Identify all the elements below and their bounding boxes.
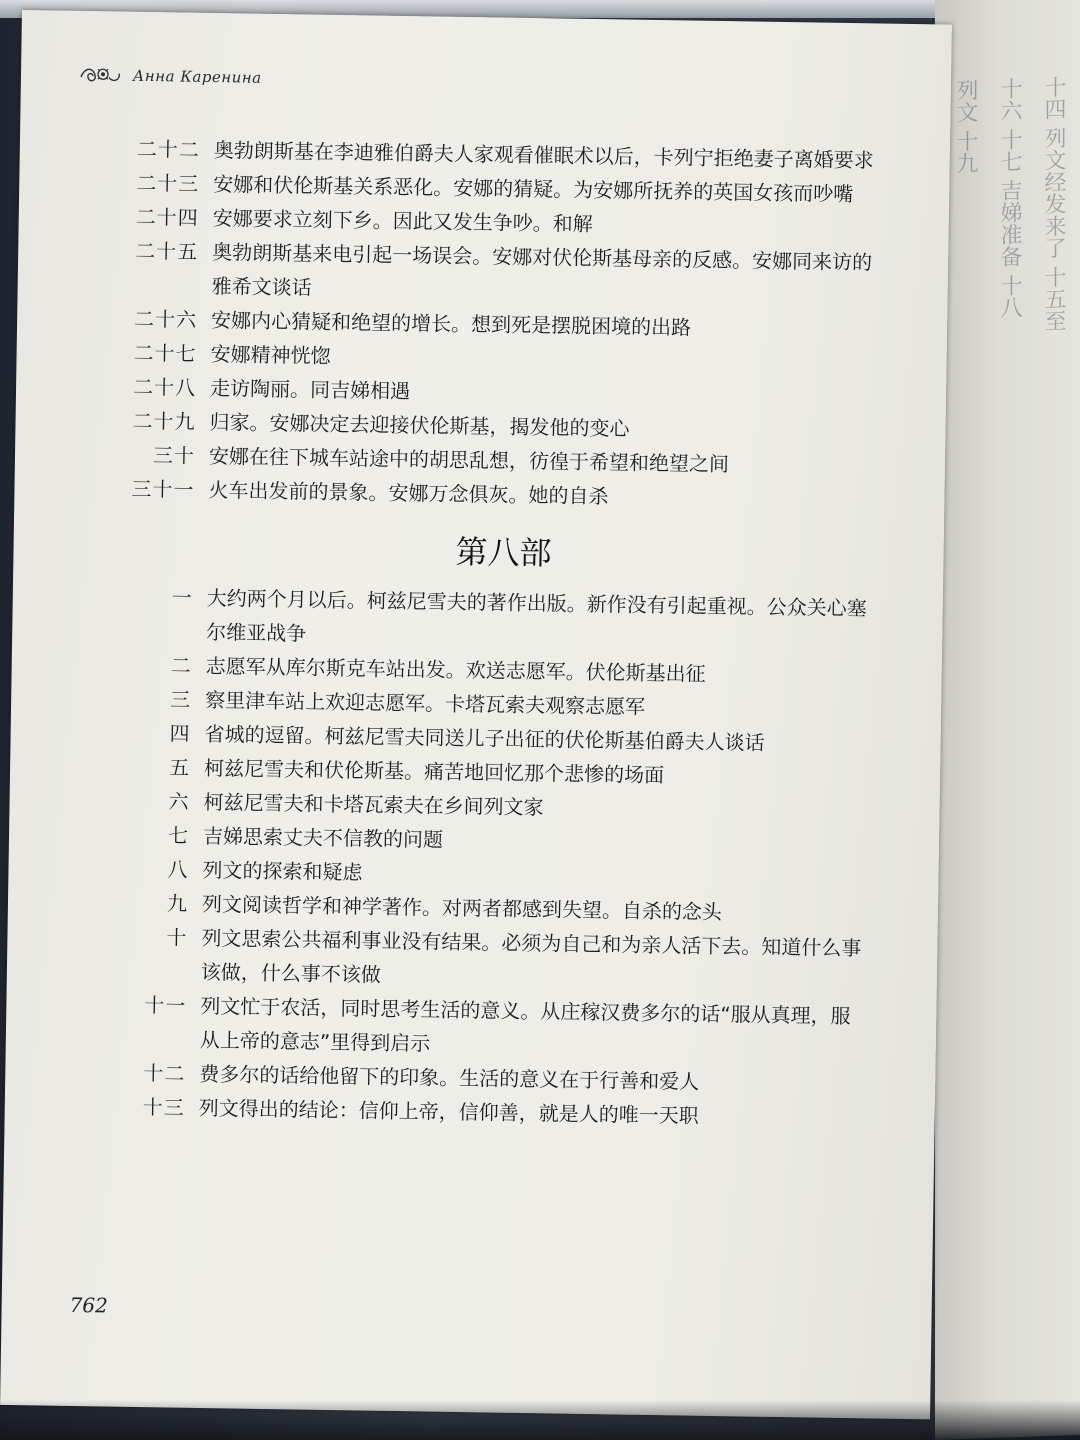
chapter-number: 十三 xyxy=(142,1095,185,1120)
chapter-number: 九 xyxy=(166,891,189,916)
chapter-summary: 火车出发前的景象。安娜万念俱灰。她的自杀 xyxy=(208,477,609,509)
chapter-summary: 列文得出的结论：信仰上帝，信仰善，就是人的唯一天职 xyxy=(198,1095,699,1128)
chapter-number: 六 xyxy=(168,789,190,814)
ornament-icon xyxy=(79,63,123,88)
toc-entry xyxy=(97,233,878,313)
book-page xyxy=(0,10,952,1419)
chapter-number: 二十五 xyxy=(135,238,199,264)
chapter-summary: 列文阅读哲学和神学著作。对两者都感到失望。自杀的念头 xyxy=(201,891,723,925)
chapter-summary: 奥勃朗斯基来电引起一场误会。安娜对伏伦斯基母亲的反感。安娜同来访的雅希文谈话 xyxy=(211,240,873,300)
chapter-number: 七 xyxy=(167,823,190,848)
part7-list xyxy=(94,131,880,517)
toc-entry xyxy=(92,579,873,659)
part8-list xyxy=(85,579,873,1135)
chapter-summary: 志愿军从库尔斯克车站出发。欢送志愿军。伏伦斯基出征 xyxy=(205,653,706,686)
chapter-summary: 察里津车站上欢迎志愿军。卡塔瓦索夫观察志愿军 xyxy=(204,687,646,719)
chapter-summary: 走访陶丽。同吉娣相遇 xyxy=(209,376,411,404)
chapter-summary: 安娜要求立刻下乡。因此又发生争吵。和解 xyxy=(212,206,593,236)
chapter-number: 二十三 xyxy=(136,170,200,196)
toc-entry xyxy=(86,987,867,1067)
toc-entry xyxy=(87,919,868,999)
chapter-number: 四 xyxy=(169,721,191,746)
chapter-number: 一 xyxy=(171,585,193,610)
chapter-number: 十一 xyxy=(144,993,187,1018)
chapter-summary: 列文忙于农活，同时思考生活的意义。从庄稼汉费多尔的话“服从真理，服从上帝的意志”里得到启示 xyxy=(199,993,851,1056)
facing-page xyxy=(935,0,1080,1440)
chapter-summary: 安娜在往下城车站途中的胡思乱想，彷徨于希望和绝望之间 xyxy=(208,443,730,477)
page-number: 762 xyxy=(69,1292,109,1318)
chapter-summary: 奥勃朗斯基在李迪雅伯爵夫人家观看催眠术以后，卡列宁拒绝妻子离婚要求 xyxy=(213,138,874,173)
chapter-number: 三十一 xyxy=(131,476,195,502)
chapter-summary: 安娜精神恍惚 xyxy=(210,342,331,368)
table-of-contents xyxy=(85,131,880,1135)
running-header xyxy=(79,63,262,90)
chapter-number: 二十六 xyxy=(133,306,198,332)
chapter-summary: 安娜和伏伦斯基关系恶化。安娜的猜疑。为安娜所抚养的英国女孩而吵嘴 xyxy=(213,172,854,207)
chapter-number: 八 xyxy=(167,857,189,882)
chapter-number: 二十九 xyxy=(132,408,196,434)
chapter-number: 二十七 xyxy=(133,340,197,366)
part-title: 第八部 xyxy=(455,532,552,573)
chapter-number: 五 xyxy=(168,755,191,780)
chapter-summary: 费多尔的话给他留下的印象。生活的意义在于行善和爱人 xyxy=(199,1061,700,1094)
chapter-summary: 大约两个月以后。柯兹尼雪夫的著作出版。新作没有引起重视。公众关心塞尔维亚战争 xyxy=(206,585,867,646)
chapter-summary: 吉娣思索丈夫不信教的问题 xyxy=(202,823,444,852)
chapter-number: 十 xyxy=(166,925,188,950)
chapter-summary: 安娜内心猜疑和绝望的增长。想到死是摆脱困境的出路 xyxy=(210,308,692,340)
bottom-shadow xyxy=(0,1400,1080,1440)
chapter-number: 二 xyxy=(170,653,192,678)
book-title: Анна Каренина xyxy=(132,66,262,87)
chapter-number: 三十 xyxy=(152,443,196,468)
chapter-number: 十二 xyxy=(143,1061,186,1086)
chapter-summary: 归家。安娜决定去迎接伏伦斯基，揭发他的变心 xyxy=(209,409,630,441)
chapter-summary: 柯兹尼雪夫和卡塔瓦索夫在乡间列文家 xyxy=(203,789,544,820)
chapter-summary: 列文的探索和疑虑 xyxy=(202,857,363,885)
chapter-number: 二十四 xyxy=(135,204,199,230)
chapter-number: 二十八 xyxy=(132,374,197,400)
facing-page-text: 十四 列文经发来了 十五至十六 十七 吉娣准备 十八 列文 十九 xyxy=(953,75,1066,333)
chapter-number: 三 xyxy=(170,687,192,712)
chapter-summary: 列文思索公共福利事业没有结果。必须为自己和为亲人活下去。知道什么事该做，什么事不该做 xyxy=(200,925,862,987)
chapter-summary: 柯兹尼雪夫和伏伦斯基。痛苦地回忆那个悲惨的场面 xyxy=(203,755,665,788)
chapter-summary: 省城的逗留。柯兹尼雪夫同送儿子出征的伏伦斯基伯爵夫人谈话 xyxy=(204,721,765,755)
chapter-number: 二十二 xyxy=(136,136,201,162)
